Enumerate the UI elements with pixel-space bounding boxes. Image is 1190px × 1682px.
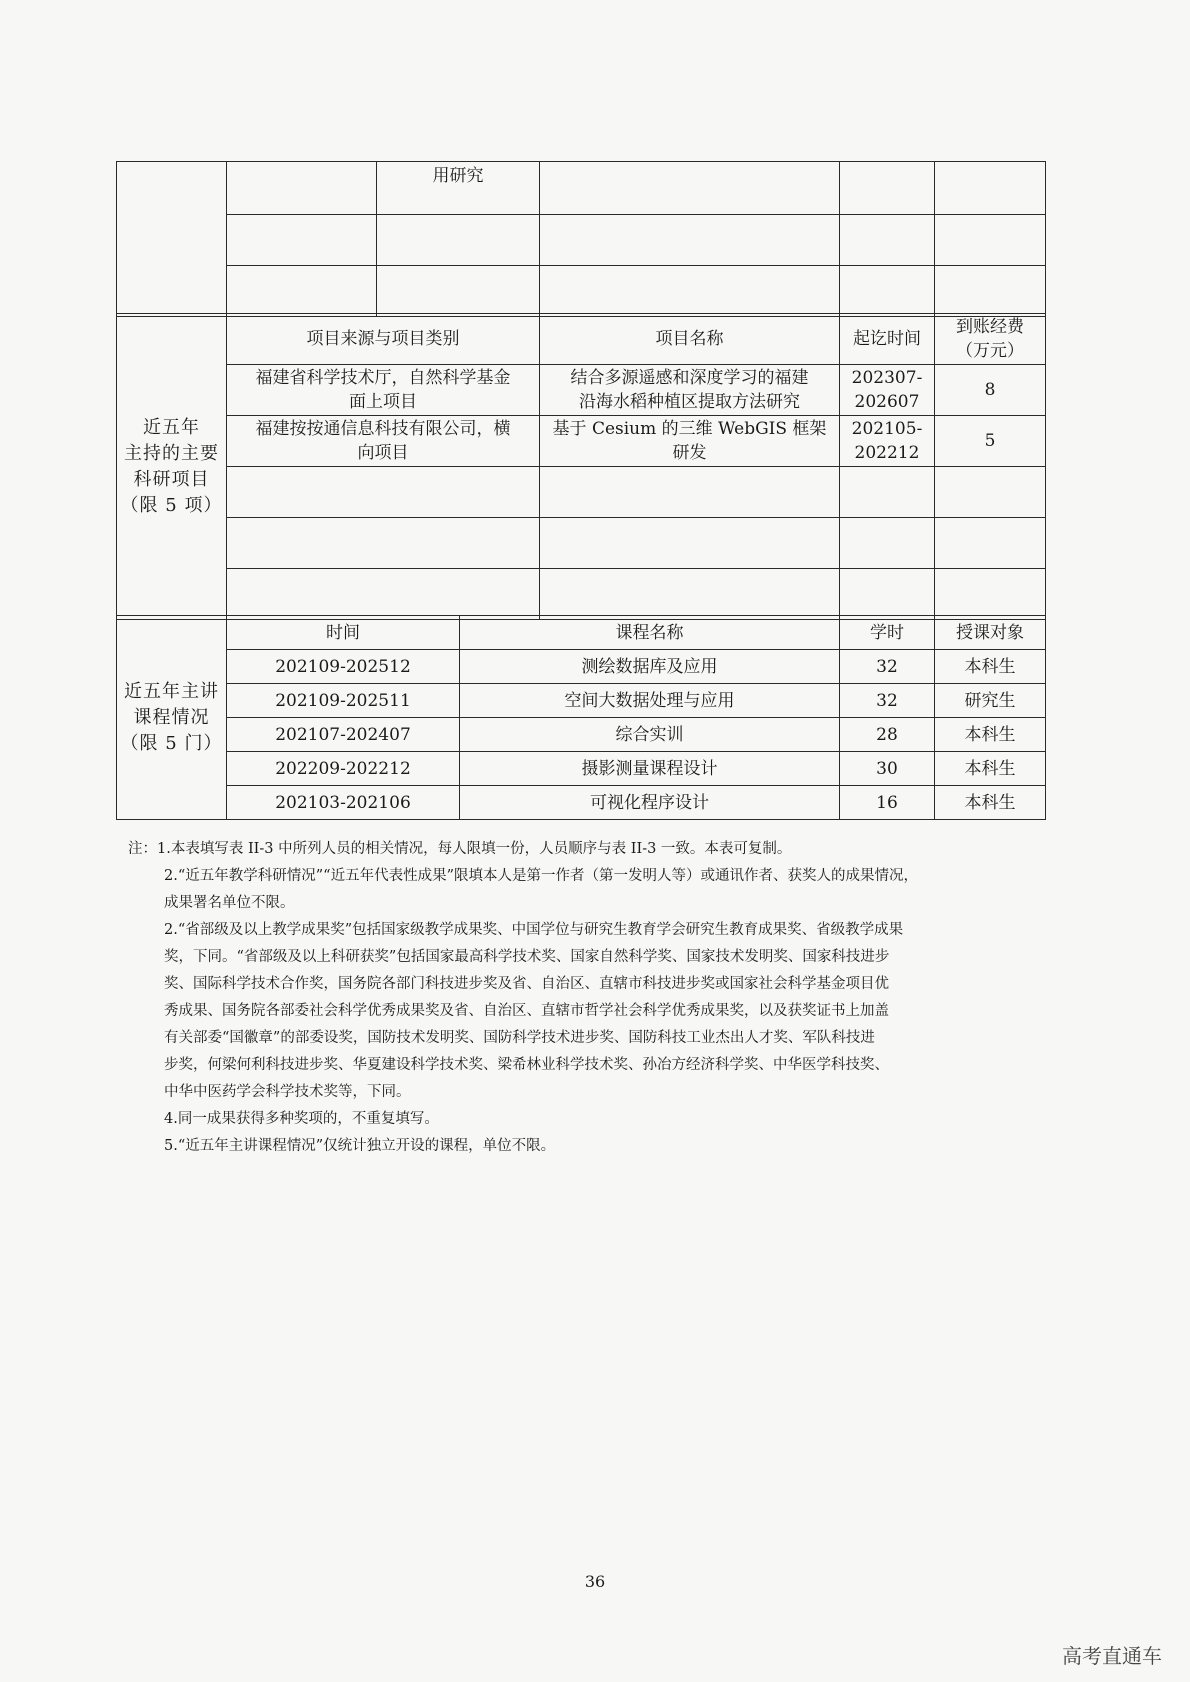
header-funding: 到账经费 （万元） [935, 314, 1046, 365]
course-time: 202109-202512 [227, 650, 460, 684]
header-period: 起讫时间 [840, 314, 935, 365]
blank-cell [227, 162, 377, 215]
table-row [117, 684, 1046, 718]
note-line: 2.“省部级及以上教学成果奖”包括国家级教学成果奖、中国学位与研究生教育学会研究生教育成果奖、省级教学成果 [164, 922, 904, 938]
table-row [117, 752, 1046, 786]
project-funding: 5 [935, 416, 1046, 467]
blank-cell [227, 266, 377, 317]
courses-table [116, 615, 1046, 820]
project-funding: 8 [935, 365, 1046, 416]
course-name-tail: 用研究 [377, 162, 540, 215]
research-projects-table [116, 313, 1046, 620]
course-time: 202107-202407 [227, 718, 460, 752]
note-line: 2.“近五年教学科研情况”“近五年代表性成果”限填本人是第一作者（第一发明人等）或通讯作者、获奖人的成果情况， [164, 868, 918, 884]
table-row [117, 416, 1046, 467]
blank-cell [117, 162, 227, 317]
table-row [117, 786, 1046, 820]
blank-cell [540, 266, 840, 317]
note-line: 有关部委“国徽章”的部委设奖，国防技术发明奖、国防科学技术进步奖、国防科技工业杰出人才奖、军队科技进 [164, 1030, 875, 1046]
note-line: 5.“近五年主讲课程情况”仅统计独立开设的课程，单位不限。 [164, 1138, 556, 1154]
header-hours: 学时 [840, 616, 935, 650]
blank-cell [935, 162, 1046, 215]
blank-cell [377, 215, 540, 266]
course-name: 可视化程序设计 [460, 786, 840, 820]
project-period: 202307- 202607 [840, 365, 935, 416]
course-time: 202209-202212 [227, 752, 460, 786]
project-name: 基于 Cesium 的三维 WebGIS 框架 研发 [540, 416, 840, 467]
note-line: 步奖，何梁何利科技进步奖、华夏建设科学技术奖、梁希林业科学技术奖、孙冶方经济科学奖、中华医学科技奖、 [164, 1057, 889, 1073]
table-row [117, 215, 1046, 266]
project-source: 福建省科学技术厅，自然科学基金 面上项目 [227, 365, 540, 416]
course-time: 202109-202511 [227, 684, 460, 718]
course-target: 本科生 [935, 786, 1046, 820]
table-row [117, 518, 1046, 569]
table-row [117, 467, 1046, 518]
note-line: 奖、国际科学技术合作奖，国务院各部门科技进步奖及省、自治区、直辖市科技进步奖或国家社会科学基金项目优 [164, 976, 889, 992]
page-number: 36 [584, 1572, 606, 1591]
project-period: 202105- 202212 [840, 416, 935, 467]
project-source: 福建按按通信息科技有限公司，横 向项目 [227, 416, 540, 467]
note-line: 注：1.本表填写表 II-3 中所列人员的相关情况，每人限填一份，人员顺序与表 II-3 一致。本表可复制。 [128, 841, 792, 857]
watermark-text: 高考直通车 [1062, 1644, 1162, 1668]
table-row [117, 266, 1046, 317]
continuation-table [116, 161, 1046, 317]
course-time: 202103-202106 [227, 786, 460, 820]
footnotes [128, 836, 1048, 1160]
table-row [117, 365, 1046, 416]
course-target: 本科生 [935, 752, 1046, 786]
blank-cell [540, 215, 840, 266]
blank-cell [840, 266, 935, 317]
blank-cell [540, 162, 840, 215]
blank-cell [377, 266, 540, 317]
table-row [117, 569, 1046, 620]
table-row [117, 650, 1046, 684]
blank-cell [935, 215, 1046, 266]
courses-section-label: 近五年主讲 课程情况 （限 5 门） [117, 616, 227, 820]
header-source: 项目来源与项目类别 [227, 314, 540, 365]
course-name: 空间大数据处理与应用 [460, 684, 840, 718]
table-header-row [117, 616, 1046, 650]
projects-section-label: 近五年 主持的主要 科研项目 （限 5 项） [117, 314, 227, 620]
course-hours: 32 [840, 650, 935, 684]
course-hours: 16 [840, 786, 935, 820]
course-target: 研究生 [935, 684, 1046, 718]
course-hours: 32 [840, 684, 935, 718]
note-line: 奖，下同。“省部级及以上科研获奖”包括国家最高科学技术奖、国家自然科学奖、国家技术发明奖、国家科技进步 [164, 949, 890, 965]
note-line: 4.同一成果获得多种奖项的，不重复填写。 [164, 1111, 439, 1127]
note-line: 中华中医药学会科学技术奖等，下同。 [164, 1084, 411, 1100]
table-row [117, 718, 1046, 752]
project-name: 结合多源遥感和深度学习的福建 沿海水稻种植区提取方法研究 [540, 365, 840, 416]
table-row [117, 162, 1046, 215]
course-hours: 30 [840, 752, 935, 786]
table-header-row [117, 314, 1046, 365]
course-target: 本科生 [935, 650, 1046, 684]
header-course-name: 课程名称 [460, 616, 840, 650]
course-name: 摄影测量课程设计 [460, 752, 840, 786]
blank-cell [840, 215, 935, 266]
blank-cell [227, 215, 377, 266]
header-project-name: 项目名称 [540, 314, 840, 365]
course-hours: 28 [840, 718, 935, 752]
header-target: 授课对象 [935, 616, 1046, 650]
course-name: 综合实训 [460, 718, 840, 752]
header-time: 时间 [227, 616, 460, 650]
blank-cell [935, 266, 1046, 317]
blank-cell [840, 162, 935, 215]
note-line: 成果署名单位不限。 [164, 895, 295, 911]
course-target: 本科生 [935, 718, 1046, 752]
course-name: 测绘数据库及应用 [460, 650, 840, 684]
note-line: 秀成果、国务院各部委社会科学优秀成果奖及省、自治区、直辖市哲学社会科学优秀成果奖，以及获奖证书上加盖 [164, 1003, 889, 1019]
